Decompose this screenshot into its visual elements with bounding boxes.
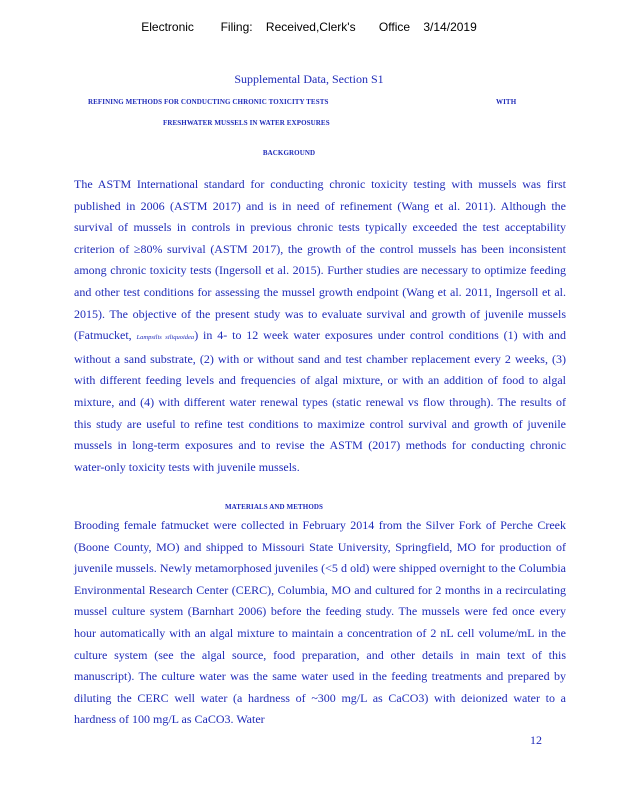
paper-title-line-1: REFINING METHODS FOR CONDUCTING CHRONIC TOXICITY TESTS: [88, 98, 329, 106]
page-number: 12: [530, 733, 542, 747]
background-paragraph: [74, 174, 566, 478]
supplemental-data-title: Supplemental Data, Section S1: [234, 72, 384, 86]
background-heading: BACKGROUND: [262, 149, 316, 157]
species-name: Lampsilis siliquoidea: [136, 334, 195, 342]
background-text-start: The ASTM International standard for conducting chronic toxicity testing with mussels was first published in 2006 (ASTM 2017) and is in need of refinement (Wang et al. 2011). Although the survival of mussels in controls in previous chronic tests typically exceeded the test acceptability criterion of ≥80% survival (ASTM 2017), the growth of the control mussels has been inconsistent among chronic toxicity tests (Ingersoll et al. 2015). Further studies are necessary to optimize feeding and other test conditions for assessing the mussel growth endpoint (Wang et al. 2011, Ingersoll et al. 2015). The objective of the present study was to evaluate survival and growth of juvenile mussels (Fatmucket,: [74, 177, 566, 343]
methods-paragraph: Brooding female fatmucket were collected in February 2014 from the Silver Fork of Perche Creek (Boone County, MO) and shipped to Missouri State University, Springfield, MO for production of juvenile mussels. Newly metamorphosed juveniles (<5 d old) were shipped overnight to the Columbia Environmental Research Center (CERC), Columbia, MO and cultured for 2 months in a recirculating mussel culture system (Barnhart 2006) before the feeding study. The mussels were fed once every hour automatically with an algal mixture to maintain a concentration of 2 nL cell volume/mL in the culture system (see the algal source, food preparation, and other details in main text of this manuscript). The culture water was the same water used in the feeding treatments and prepared by diluting the CERC well water (a hardness of ~300 mg/L as CaCO3) with deionized water to a hardness of 100 mg/L as CaCO3. Water: [74, 518, 566, 727]
background-text-end: ) in 4- to 12 week water exposures under control conditions (1) with and without a sand substrate, (2) with or without sand and test chamber replacement every 2 weeks, (3) with different feeding levels and frequencies of algal mixture, or with an addition of food to algal mixture, and (4) with different water renewal types (static renewal vs flow through). The results of this study are useful to refine test conditions to maximize control survival and growth of juvenile mussels in long-term exposures and to revise the ASTM (2017) methods for conducting chronic water-only toxicity tests with juvenile mussels.: [74, 328, 566, 474]
paper-title-with: WITH: [496, 98, 517, 106]
paper-title-line-2: FRESHWATER MUSSELS IN WATER EXPOSURES: [163, 119, 330, 127]
electronic-filing-stamp: Electronic Filing: Received,Clerk's Office 3/14/2019: [141, 20, 477, 34]
materials-methods-heading: MATERIALS AND METHODS: [224, 503, 324, 511]
